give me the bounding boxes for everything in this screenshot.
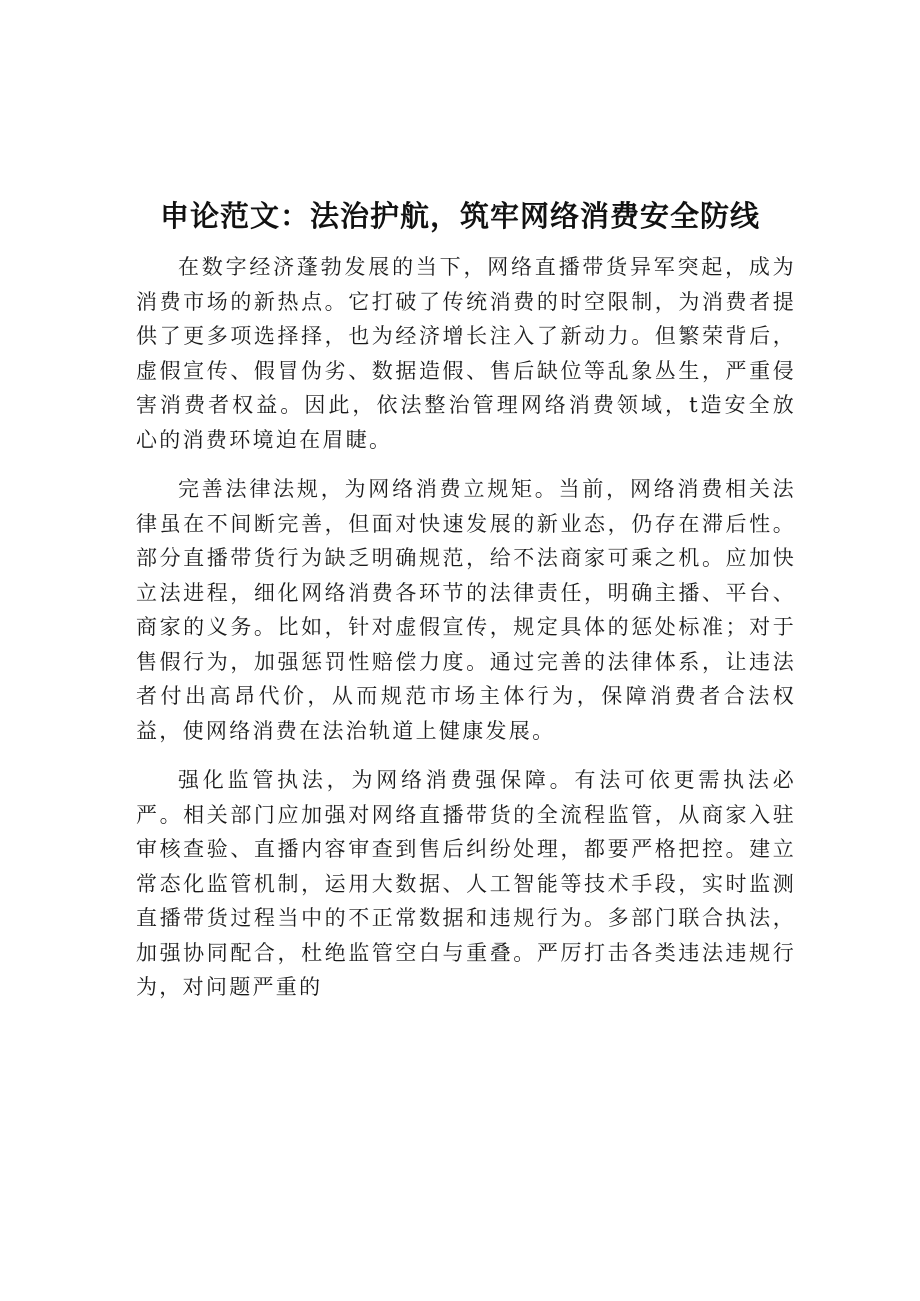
document-title: 申论范文：法治护航，筑牢网络消费安全防线 bbox=[159, 199, 760, 233]
paragraph-intro: 在数字经济蓬勃发展的当下，网络直播带货异军突起，成为消费市场的新热点。它打破了传统消费的时空限制，为消费者提供了更多项选择择，也为经济增长注入了新动力。但繁荣背后，虚假宣传、假冒伪劣、数据造假、售后缺位等乱象丛生，严重侵害消费者权益。因此，依法整治管理网络消费领域，t造安全放心的消费环境迫在眉睫。 bbox=[136, 255, 796, 452]
paragraph-laws: 完善法律法规，为网络消费立规矩。当前，网络消费相关法律虽在不间断完善，但面对快速发展的新业态，仍存在滞后性。部分直播带货行为缺乏明确规范，给不法商家可乘之机。应加快立法进程，细化网络消费各环节的法律责任，明确主播、平台、商家的义务。比如，针对虚假宣传，规定具体的惩处标准；对于售假行为，加强惩罚性赔偿力度。通过完善的法律体系，让违法者付出高昂代价，从而规范市场主体行为，保障消费者合法权益，使网络消费在法治轨道上健康发展。 bbox=[136, 477, 796, 743]
document-body bbox=[136, 250, 796, 1005]
paragraph-supervision: 强化监管执法，为网络消费强保障。有法可依更需执法必严。相关部门应加强对网络直播带货的全流程监管，从商家入驻审核查验、直播内容审查到售后纠纷处理，都要严格把控。建立常态化监管机制，运用大数据、人工智能等技术手段，实时监测直播带货过程当中的不正常数据和违规行为。多部门联合执法，加强协同配合，杜绝监管空白与重叠。严厉打击各类违法违规行为，对问题严重的 bbox=[136, 768, 796, 999]
